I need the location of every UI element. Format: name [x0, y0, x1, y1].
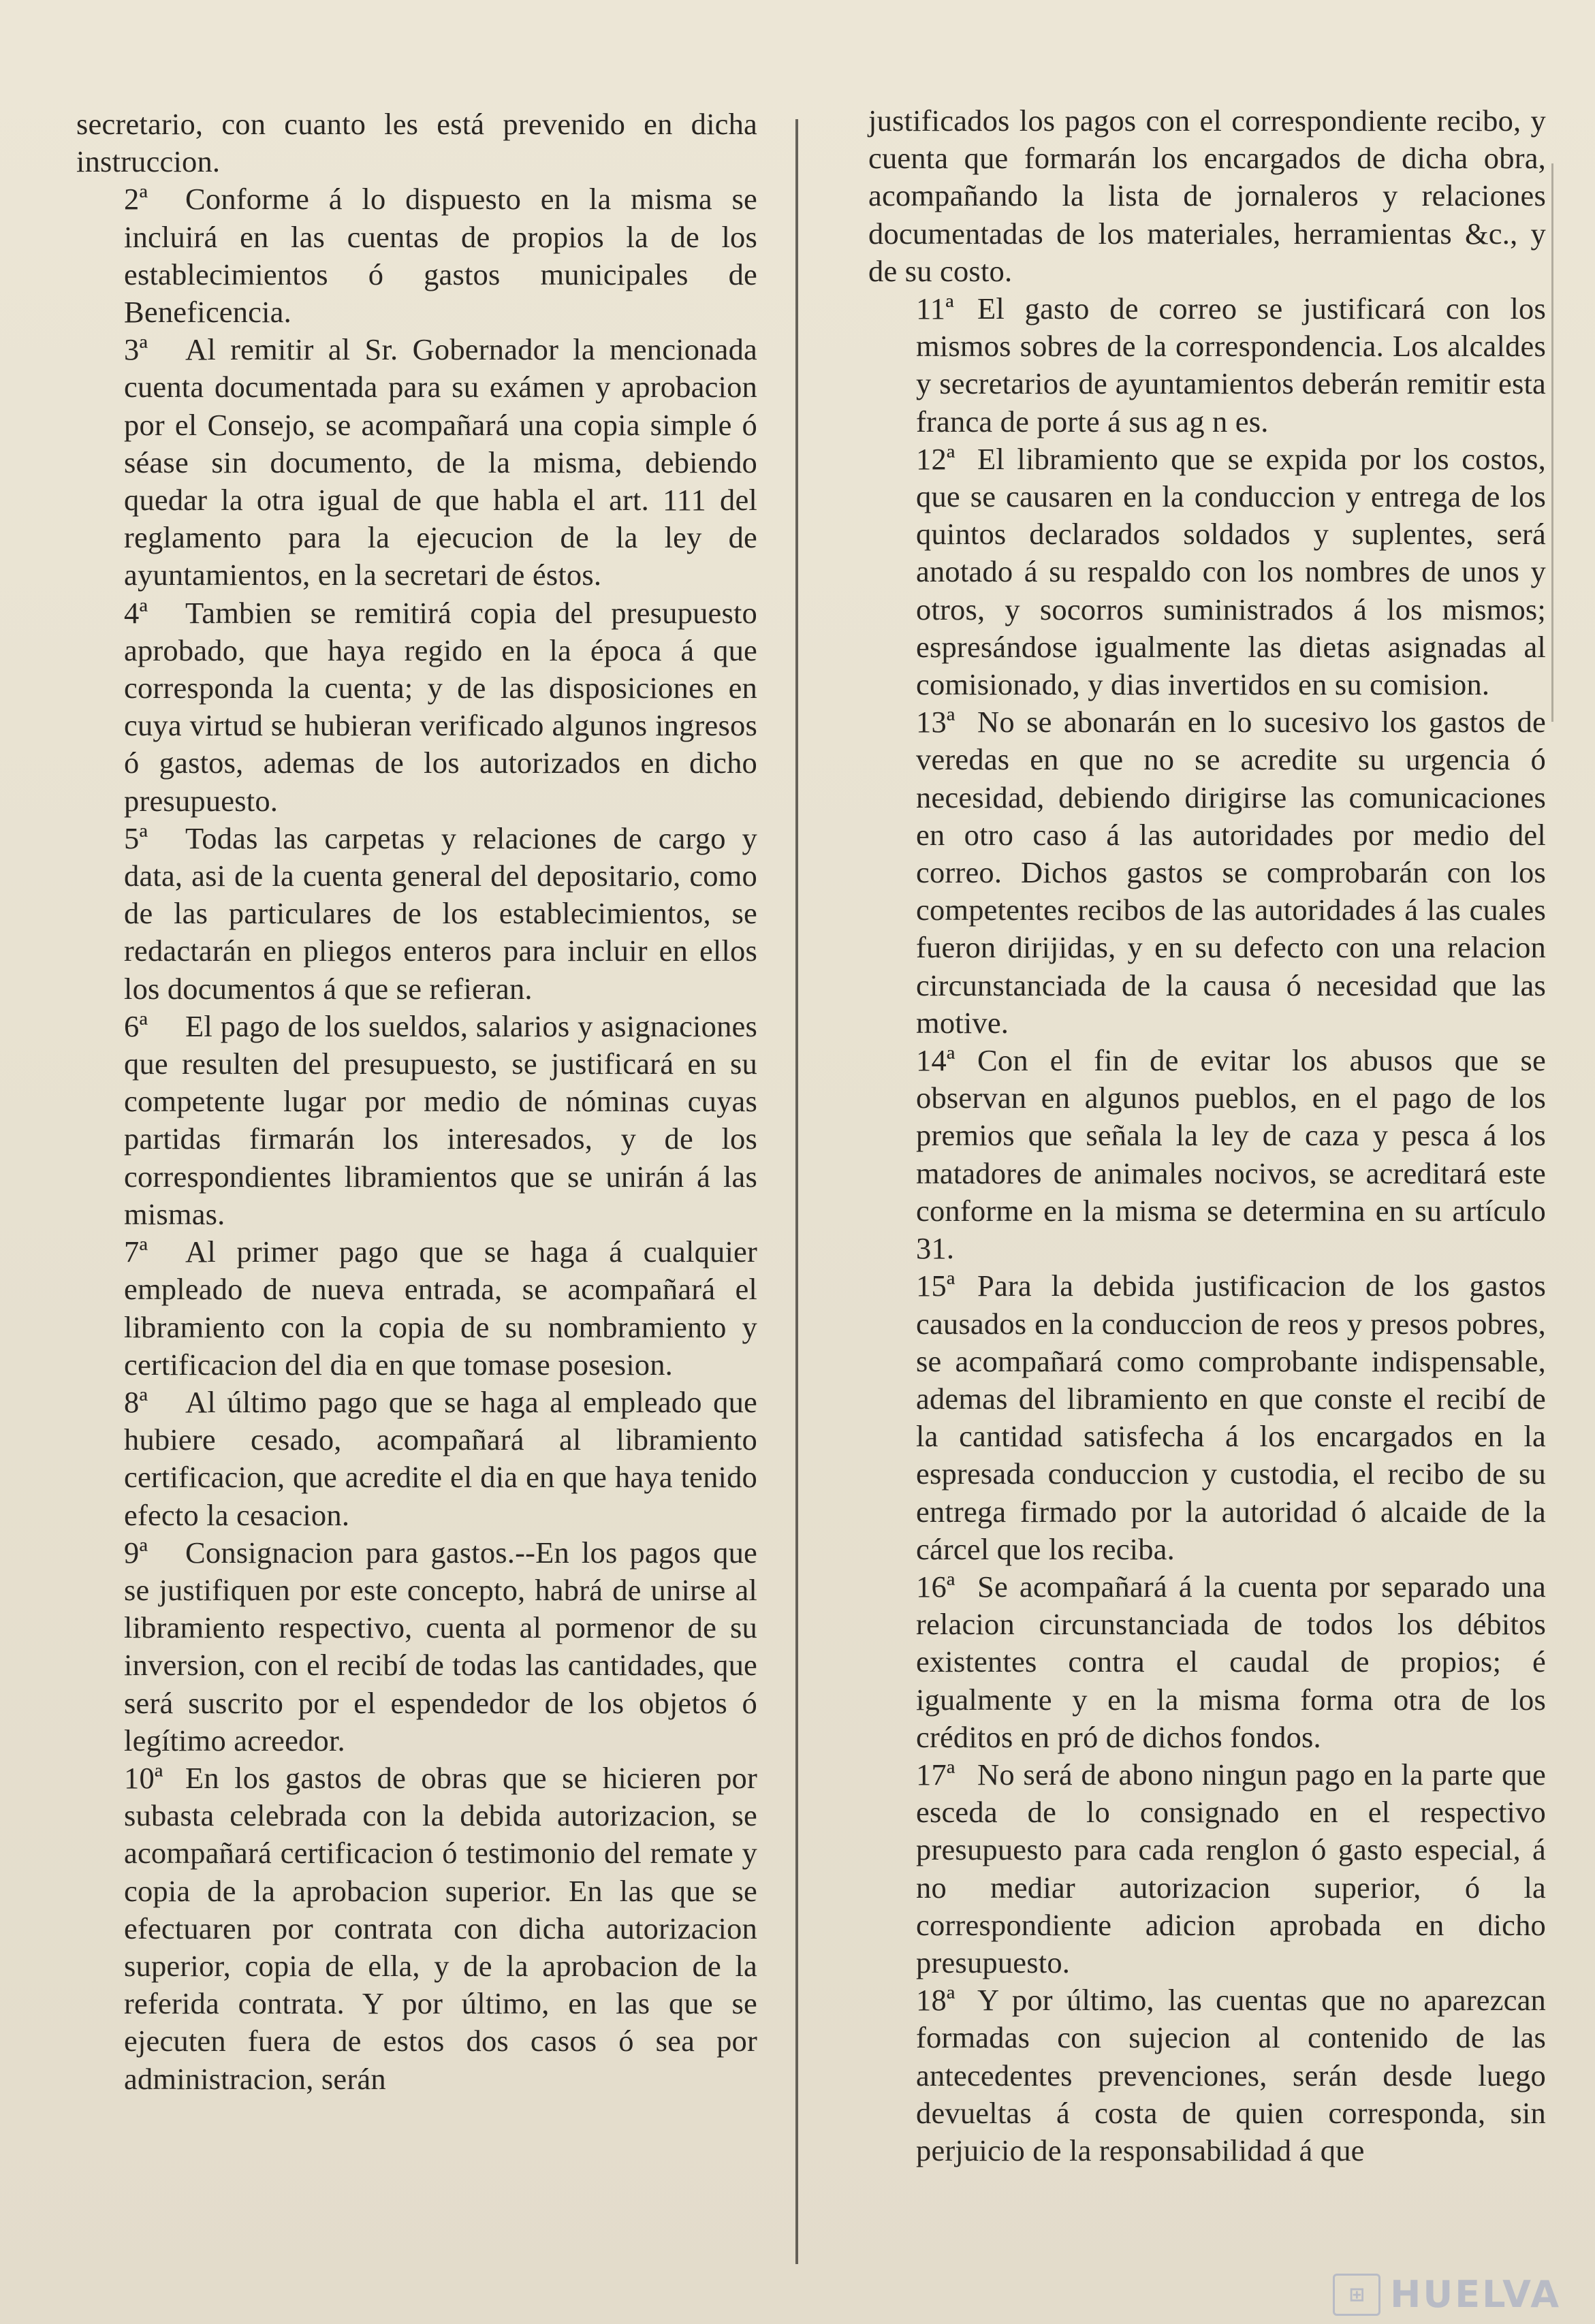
article-number: 3ª	[124, 332, 148, 367]
right-column-paragraph	[868, 1042, 1546, 1267]
paragraph-text: Para la debida justificacion de los gastos causados en la conduccion de reos y presos pobres, se acompañará como comprobante indispensable, ademas del libramiento en que conste el recibí de la cantidad satisfecha á los encargados en la espresada conduccion y custodia, el recibo de su entrega firmado por la autoridad ó alcaide de la cárcel que los reciba.	[916, 1269, 1546, 1566]
paragraph-text: secretario, con cuanto les está prevenido en dicha instruccion.	[76, 107, 757, 179]
right-column	[868, 102, 1546, 2169]
article-number: 11ª	[916, 291, 954, 326]
library-logo-icon: ⊞	[1333, 2274, 1380, 2316]
right-column-paragraph	[868, 441, 1546, 703]
article-number: 4ª	[124, 595, 148, 630]
watermark	[1333, 2273, 1561, 2316]
paragraph-text: justificados los pagos con el correspondiente recibo, y cuenta que formarán los encargados de dicha obra, acompañando la lista de jornaleros y relaciones documentadas de los materiales, herramientas &c., y de su costo.	[868, 104, 1546, 288]
article-number: 17ª	[916, 1757, 956, 1792]
left-column-paragraph	[76, 594, 757, 820]
column-divider	[795, 119, 798, 2264]
left-column-paragraph	[76, 1534, 757, 1760]
article-number: 5ª	[124, 821, 148, 855]
article-number: 6ª	[124, 1008, 148, 1043]
left-column-paragraph	[76, 1008, 757, 1233]
article-number: 2ª	[124, 182, 148, 217]
paragraph-text: El pago de los sueldos, salarios y asignaciones que resulten del presupuesto, se justificará en su competente lugar por medio de nóminas cuyas partidas firmarán los interesados, y de los correspondientes libramientos que se unirán á las mismas.	[124, 1008, 757, 1231]
left-column-paragraph	[76, 1760, 757, 2098]
paragraph-text: El libramiento que se expida por los costos, que se causaren en la conduccion y entrega de los quintos declarados soldados y suplentes, será anotado á su respaldo con los nombres de unos y otros, y socorros suministrados á los mismos; espresándose igualmente las dietas asignadas al comisionado, y dias invertidos en su comision.	[916, 441, 1546, 702]
paragraph-text: Tambien se remitirá copia del presupuesto aprobado, que haya regido en la época á que corresponda la cuenta; y de las disposiciones en cuya virtud se hubieran verificado algunos ingresos ó gastos, ademas de los autorizados en dicho presupuesto.	[124, 595, 757, 818]
left-column-paragraph	[76, 1384, 757, 1534]
article-number: 18ª	[916, 1983, 956, 2018]
left-column-paragraph	[76, 106, 757, 180]
right-column-paragraph	[868, 102, 1546, 290]
paragraph-text: En los gastos de obras que se hicieren por subasta celebrada con la debida autorizacion, se acompañará certificacion ó testimonio del remate y copia de la aprobacion superior. En las que se efectuaren por contrata con dicha autorizacion superior, copia de ella, y de la aprobacion de la referida contrata. Y por último, en las que se ejecuten fuera de estos dos casos ó sea por administracion, serán	[124, 1760, 757, 2096]
paragraph-text: Al remitir al Sr. Gobernador la mencionada cuenta documentada para su exámen y aprobacion por el Consejo, se acompañará una copia simple ó séase sin documento, de la misma, debiendo quedar la otra igual de que habla el art. 111 del reglamento para la ejecucion de la ley de ayuntamientos, en la secretari de éstos.	[124, 332, 757, 592]
right-column-paragraph	[868, 1756, 1546, 1981]
left-column-paragraph	[76, 180, 757, 331]
left-column-paragraph	[76, 820, 757, 1008]
paragraph-text: No será de abono ningun pago en la parte que esceda de lo consignado en el respectivo presupuesto para cada renglon ó gasto especial, á no mediar autorizacion superior, ó la correspondiente adicion aprobada en dicho presupuesto.	[916, 1757, 1546, 1979]
article-number: 8ª	[124, 1384, 148, 1419]
left-column-paragraph	[76, 331, 757, 594]
article-number: 16ª	[916, 1569, 956, 1604]
paragraph-text: El gasto de correo se justificará con los mismos sobres de la correspondencia. Los alcaldes y secretarios de ayuntamientos deberán remitir esta franca de porte á sus ag n es.	[916, 291, 1546, 439]
left-column	[76, 106, 757, 2098]
paragraph-text: Y por último, las cuentas que no aparezcan formadas con sujecion al contenido de las antecedentes prevenciones, serán desde luego devueltas á costa de quien corresponda, sin perjuicio de la responsabilidad á que	[916, 1983, 1546, 2167]
paragraph-text: Conforme á lo dispuesto en la misma se incluirá en las cuentas de propios la de los establecimientos ó gastos municipales de Beneficencia.	[124, 182, 757, 330]
article-number: 9ª	[124, 1535, 148, 1570]
paragraph-text: Con el fin de evitar los abusos que se observan en algunos pueblos, en el pago de los premios que señala la ley de caza y pesca á los matadores de animales nocivos, se acreditará este conforme en la misma se determina en su artículo 31.	[916, 1043, 1546, 1266]
article-number: 14ª	[916, 1043, 956, 1078]
paragraph-text: Al primer pago que se haga á cualquier empleado de nueva entrada, se acompañará el libramiento con la copia de su nombramiento y certificacion del dia en que tomase posesion.	[124, 1235, 757, 1382]
right-column-paragraph	[868, 1981, 1546, 2169]
article-number: 15ª	[916, 1269, 956, 1303]
paragraph-text: Se acompañará á la cuenta por separado una relacion circunstanciada de todos los débitos existentes contra el caudal de propios; é igualmente y en la misma forma otra de los créditos en pró de dichos fondos.	[916, 1569, 1546, 1754]
right-column-paragraph	[868, 1267, 1546, 1568]
paragraph-text: Consignacion para gastos.--En los pagos que se justifiquen por este concepto, habrá de unirse al libramiento respectivo, cuenta al pormenor de su inversion, con el recibí de todas las cantidades, que será suscrito por el espendedor de los objetos ó legítimo acreedor.	[124, 1535, 757, 1757]
paragraph-text: No se abonarán en lo sucesivo los gastos de veredas en que no se acredite su urgencia ó necesidad, debiendo dirigirse las comunicaciones en otro caso á las autoridades por medio del correo. Dichos gastos se comprobarán con los competentes recibos de las autoridades á las cuales fueron dirijidas, y en su defecto con una relacion circunstanciada de la causa ó necesidad que las motive.	[916, 705, 1546, 1040]
right-column-paragraph	[868, 290, 1546, 441]
watermark-text: HUELVA	[1390, 2273, 1561, 2316]
left-column-paragraph	[76, 1233, 757, 1384]
paragraph-text: Todas las carpetas y relaciones de cargo y data, asi de la cuenta general del depositario, como de las particulares de los establecimientos, se redactarán en pliegos enteros para incluir en ellos los documentos á que se refieran.	[124, 821, 757, 1006]
article-number: 12ª	[916, 441, 956, 476]
right-margin-rule	[1551, 163, 1553, 722]
right-column-paragraph	[868, 1568, 1546, 1756]
paragraph-text: Al último pago que se haga al empleado que hubiere cesado, acompañará al libramiento certificacion, que acredite el dia en que haya tenido efecto la cesacion.	[124, 1384, 757, 1532]
right-column-paragraph	[868, 703, 1546, 1042]
article-number: 7ª	[124, 1235, 148, 1269]
article-number: 13ª	[916, 705, 956, 739]
article-number: 10ª	[124, 1760, 163, 1795]
